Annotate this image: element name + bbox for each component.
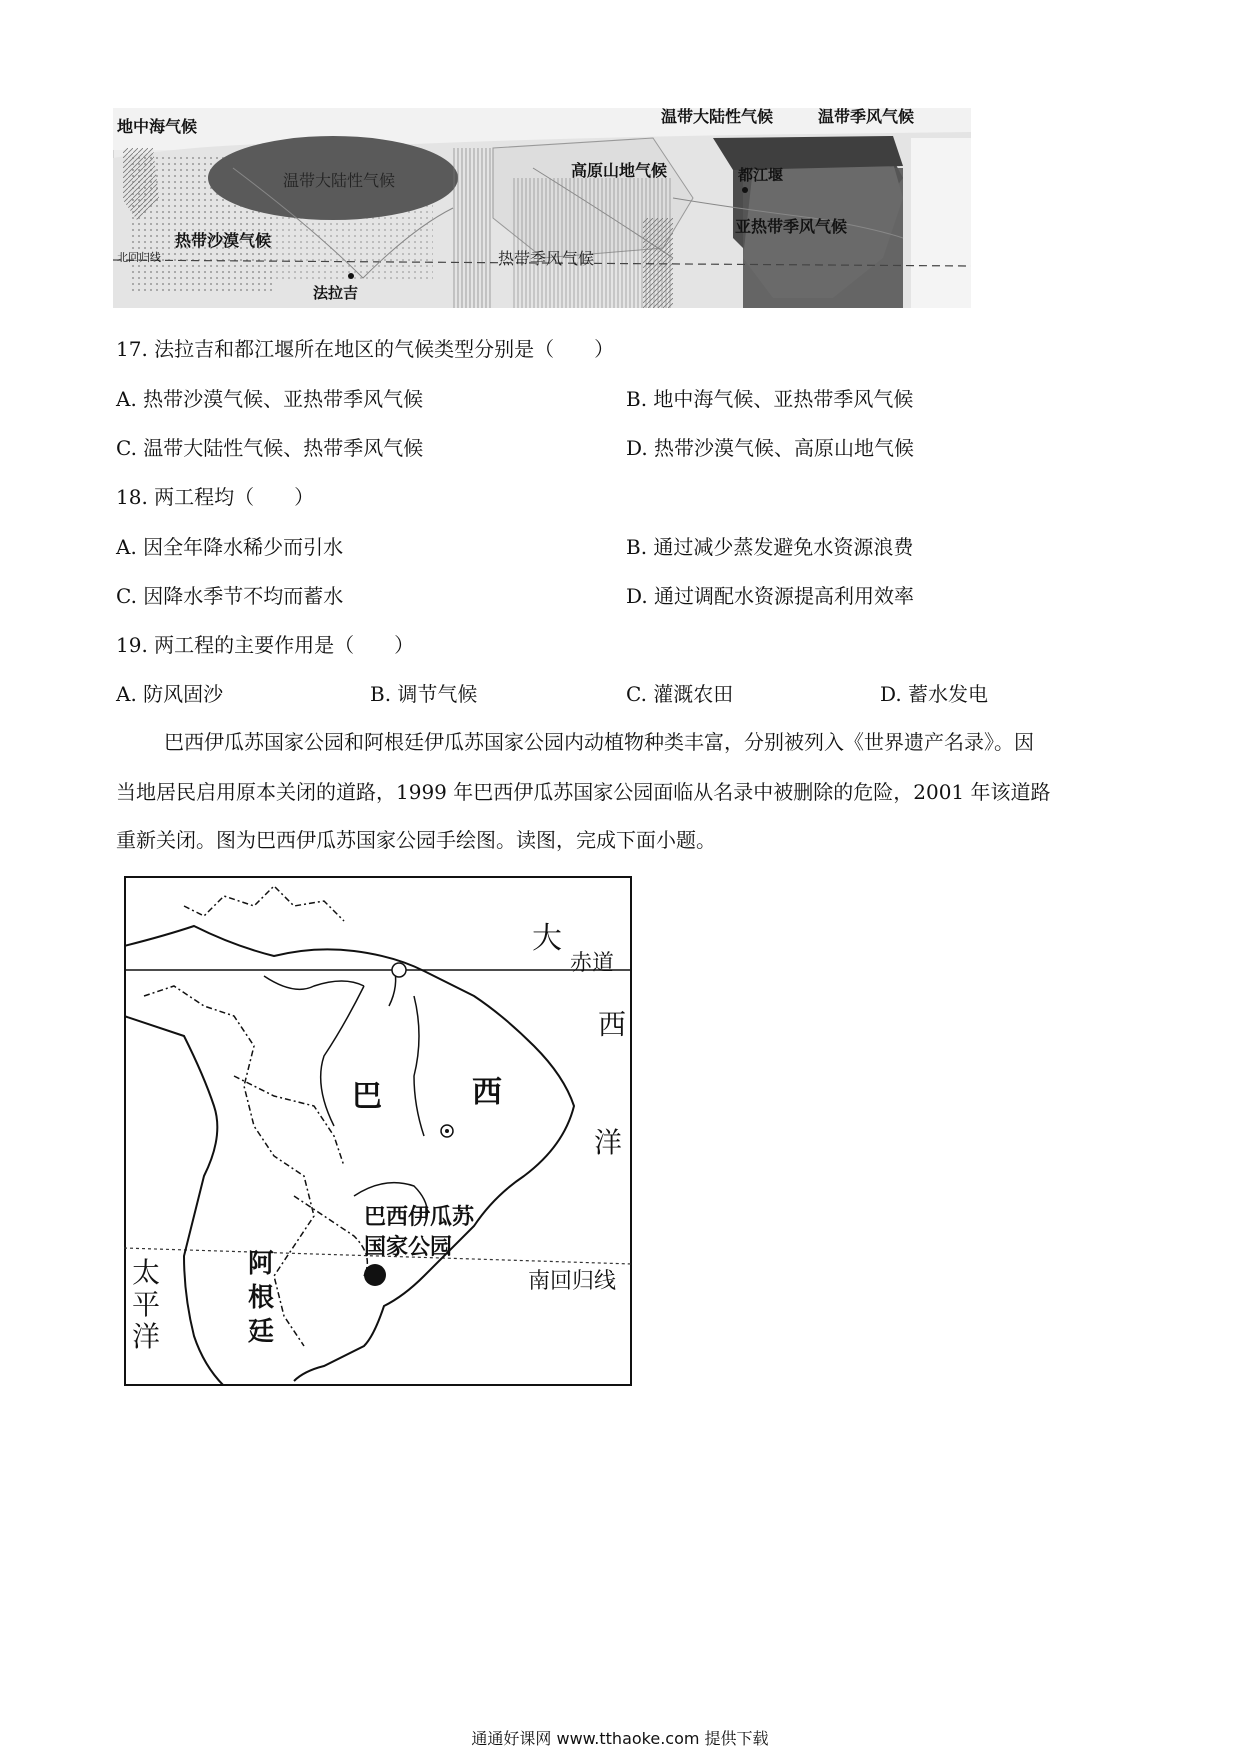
footer-source: 通通好课网 www.tthaoke.com 提供下载 [471,1729,769,1748]
label-subtropical-monsoon: 亚热带季风气候 [735,217,848,236]
passage-line-2: 当地居民启用原本关闭的道路，1999 年巴西伊瓜苏国家公园面临从名录中被删除的危险，2001 年该道路 [116,780,1051,804]
label-yang: 洋 [594,1126,623,1159]
label-park-line-1: 巴西伊瓜苏 [364,1205,475,1230]
label-xi: 西 [598,1008,627,1041]
label-pacific-3: 洋 [132,1320,161,1353]
question-19-option-a[interactable]: A. 防风固沙 [116,682,224,706]
label-da: 大 [532,921,562,956]
question-19-stem: 19. 两工程的主要作用是（ ） [116,633,415,657]
label-pacific-1: 太 [132,1256,161,1289]
label-brazil-ba: 巴 [352,1079,382,1114]
label-dujiangyan: 都江堰 [738,166,784,184]
passage-line-3: 重新关闭。图为巴西伊瓜苏国家公园手绘图。读图，完成下面小题。 [116,828,716,852]
question-17-stem: 17. 法拉吉和都江堰所在地区的气候类型分别是（ ） [116,337,615,361]
question-18-option-b[interactable]: B. 通过减少蒸发避免水资源浪费 [626,535,914,559]
passage-line-1: 巴西伊瓜苏国家公园和阿根廷伊瓜苏国家公园内动植物种类丰富，分别被列入《世界遗产名录》。因 [164,730,1034,754]
label-tropical-desert: 热带沙漠气候 [175,231,272,250]
label-tropic-capricorn: 南回归线 [528,1269,617,1294]
label-plateau: 高原山地气候 [571,161,668,180]
label-park-line-2: 国家公园 [364,1235,453,1260]
brazil-iguazu-map [124,876,632,1386]
label-mediterranean: 地中海气候 [117,117,198,136]
label-falaj: 法拉吉 [313,284,359,302]
question-17-option-a[interactable]: A. 热带沙漠气候、亚热带季风气候 [116,387,424,411]
question-18-option-d[interactable]: D. 通过调配水资源提高利用效率 [626,584,915,608]
label-argentina-3: 廷 [248,1317,275,1347]
question-19-option-c[interactable]: C. 灌溉农田 [626,682,734,706]
label-temperate-continental-east: 温带大陆性气候 [661,108,774,126]
label-argentina-2: 根 [248,1283,275,1313]
question-17-option-c[interactable]: C. 温带大陆性气候、热带季风气候 [116,436,424,460]
label-equator: 赤道 [570,951,615,976]
question-19-option-b[interactable]: B. 调节气候 [370,682,478,706]
question-17-option-d[interactable]: D. 热带沙漠气候、高原山地气候 [626,436,915,460]
label-brazil-xi: 西 [472,1075,502,1110]
question-17-option-b[interactable]: B. 地中海气候、亚热带季风气候 [626,387,914,411]
question-18-option-c[interactable]: C. 因降水季节不均而蓄水 [116,584,344,608]
label-tropical-monsoon: 热带季风气候 [498,249,595,268]
question-19-option-d[interactable]: D. 蓄水发电 [880,682,989,706]
label-argentina-1: 阿 [248,1249,275,1279]
label-tropic-cancer: 北回归线 [117,251,161,264]
label-temperate-continental-west: 温带大陆性气候 [283,171,396,190]
label-pacific-2: 平 [132,1288,161,1321]
question-18-option-a[interactable]: A. 因全年降水稀少而引水 [116,535,344,559]
question-18-stem: 18. 两工程均（ ） [116,485,315,509]
climate-type-map [113,108,971,308]
label-temperate-monsoon: 温带季风气候 [818,108,915,126]
